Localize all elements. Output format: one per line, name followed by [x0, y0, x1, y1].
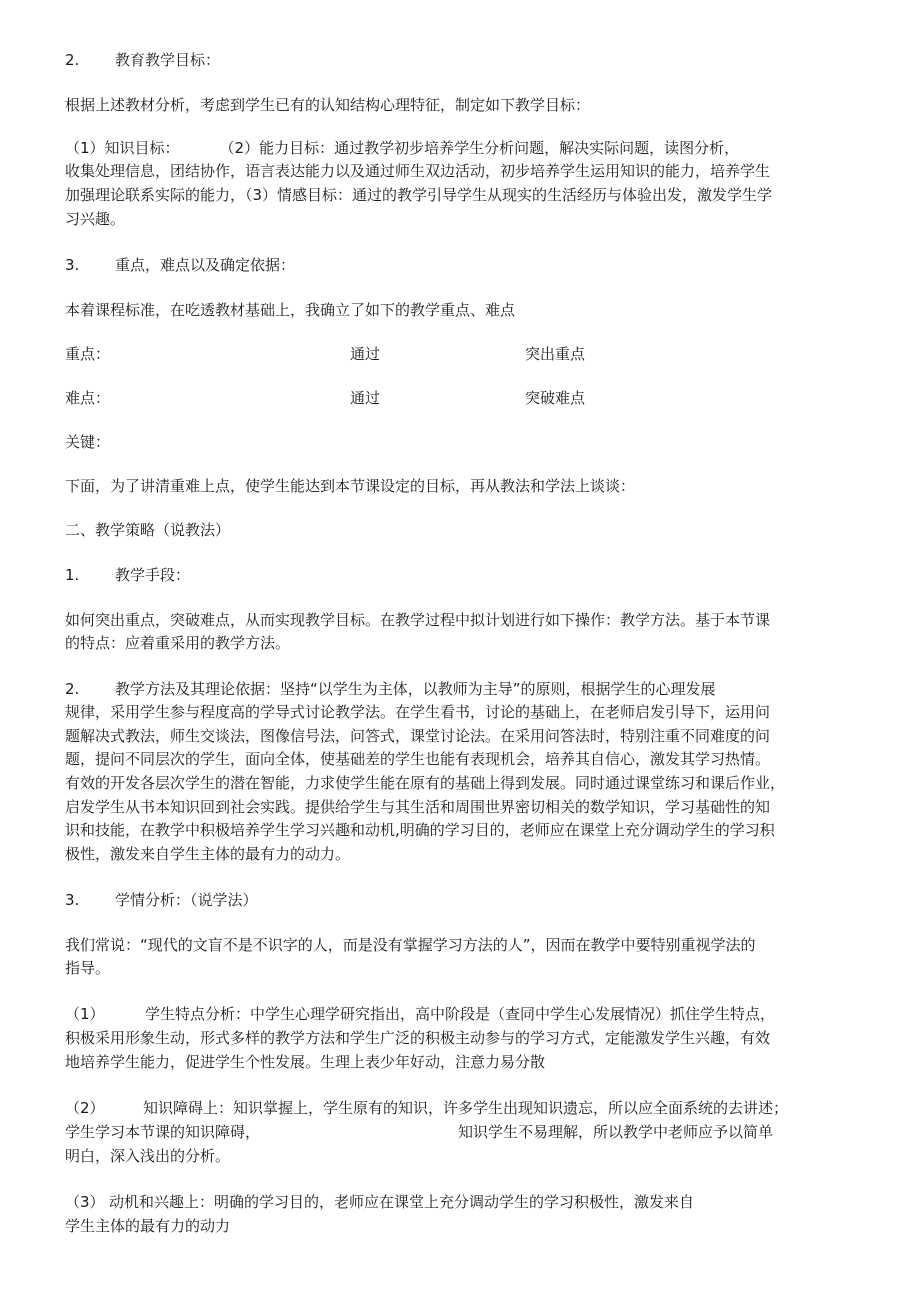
- text-line: （1）知识目标： （2）能力目标：通过教学初步培养学生分析问题，解决实际问题，读图分析，: [65, 139, 740, 157]
- text-line: （2） 知识障碍上：知识掌握上，学生原有的知识，许多学生出现知识遗忘，所以应全面系统的去讲述；: [65, 1099, 789, 1117]
- text-line: 学生主体的最有力的动力: [65, 1217, 231, 1235]
- line-key: 关键：: [65, 433, 111, 451]
- heading-teaching-means: 1. 教学手段：: [65, 566, 191, 584]
- section-number: 1.: [65, 566, 80, 584]
- section-number: 2.: [65, 51, 80, 69]
- item-number: （2）: [65, 1099, 105, 1117]
- item-number: （3）: [65, 1193, 105, 1211]
- paragraph-transition: 下面，为了讲清重难上点，使学生能达到本节课设定的目标，再从教法和学法上谈谈：: [65, 477, 636, 495]
- text-line: 我们常说：“现代的文盲不是不识字的人，而是没有掌握学习方法的人”，因而在教学中要特别重视学法的: [65, 936, 756, 954]
- text-line: （3） 动机和兴趣上：明确的学习目的，老师应在课堂上充分调动学生的学习积极性，激发来自: [65, 1193, 695, 1211]
- line-key-point: 重点： 通过 突出重点: [65, 345, 586, 363]
- text-line: 习兴趣。: [65, 210, 126, 228]
- text-line: 有效的开发各层次学生的潜在智能，力求使学生能在原有的基础上得到发展。同时通过课堂练习和课后作业，: [65, 774, 786, 792]
- text-line: 积极采用形象生动，形式多样的教学方法和学生广泛的积极主动参与的学习方式，定能激发学生兴趣，有效: [65, 1029, 771, 1047]
- text-line: 题解决式教法，师生交谈法，图像信号法，问答式，课堂讨论法。在采用问答法时，特别注重不同难度的问: [65, 727, 771, 745]
- paragraph-goals-intro: 根据上述教材分析，考虑到学生已有的认知结构心理特征，制定如下教学目标：: [65, 96, 591, 114]
- text-line: 学生学习本节课的知识障碍， 知识学生不易理解，所以教学中老师应予以简单: [65, 1123, 774, 1141]
- heading-key-points: 3. 重点，难点以及确定依据：: [65, 256, 296, 274]
- text-line: 2. 教学方法及其理论依据：坚持“以学生为主体，以教师为主导”的原则，根据学生的心理发展: [65, 680, 716, 698]
- section-number: 3.: [65, 256, 80, 274]
- section-number: 2.: [65, 680, 80, 698]
- heading-teaching-goals: 2. 教育教学目标：: [65, 51, 221, 69]
- text-line: 规律，采用学生参与程度高的学导式讨论教学法。在学生看书，讨论的基础上，在老师启发引导下，运用问: [65, 703, 771, 721]
- text-line: 如何突出重点，突破难点，从而实现教学目标。在教学过程中拟计划进行如下操作：教学方法。基于本节课: [65, 611, 771, 629]
- paragraph-key-points-intro: 本着课程标准，在吃透教材基础上，我确立了如下的教学重点、难点: [65, 301, 516, 319]
- text-line: 题，提问不同层次的学生，面向全体，使基础差的学生也能有表现机会，培养其自信心，激发其学习热情。: [65, 750, 771, 768]
- text-line: 地培养学生能力，促进学生个性发展。生理上表少年好动，注意力易分散: [65, 1053, 546, 1071]
- text-line: 加强理论联系实际的能力，（3）情感目标：通过的教学引导学生从现实的生活经历与体验出发，激发学生学: [65, 186, 773, 204]
- text-line: 极性，激发来自学生主体的最有力的动力。: [65, 845, 351, 863]
- heading-learning-analysis: 3. 学情分析：（说学法）: [65, 891, 258, 909]
- text-line: 收集处理信息，团结协作，语言表达能力以及通过师生双边活动，初步培养学生运用知识的能力，培养学生: [65, 162, 771, 180]
- section-number: 3.: [65, 891, 80, 909]
- text-line: 识和技能，在教学中积极培养学生学习兴趣和动机,明确的学习目的，老师应在课堂上充分调动学生的学习积: [65, 821, 775, 839]
- text-line: 指导。: [65, 959, 111, 977]
- text-line: 的特点：应着重采用的教学方法。: [65, 634, 291, 652]
- heading-teaching-strategy: 二、教学策略（说教法）: [65, 521, 231, 539]
- text-line: 明白，深入浅出的分析。: [65, 1147, 231, 1165]
- line-difficult-point: 难点： 通过 突破难点: [65, 389, 586, 407]
- text-line: 启发学生从书本知识回到社会实践。提供给学生与其生活和周围世界密切相关的数学知识，学习基础性的知: [65, 798, 771, 816]
- item-number: （1）: [65, 1005, 105, 1023]
- text-line: （1） 学生特点分析：中学生心理学研究指出，高中阶段是（查同中学生心发展情况）抓住学生特点，: [65, 1005, 776, 1023]
